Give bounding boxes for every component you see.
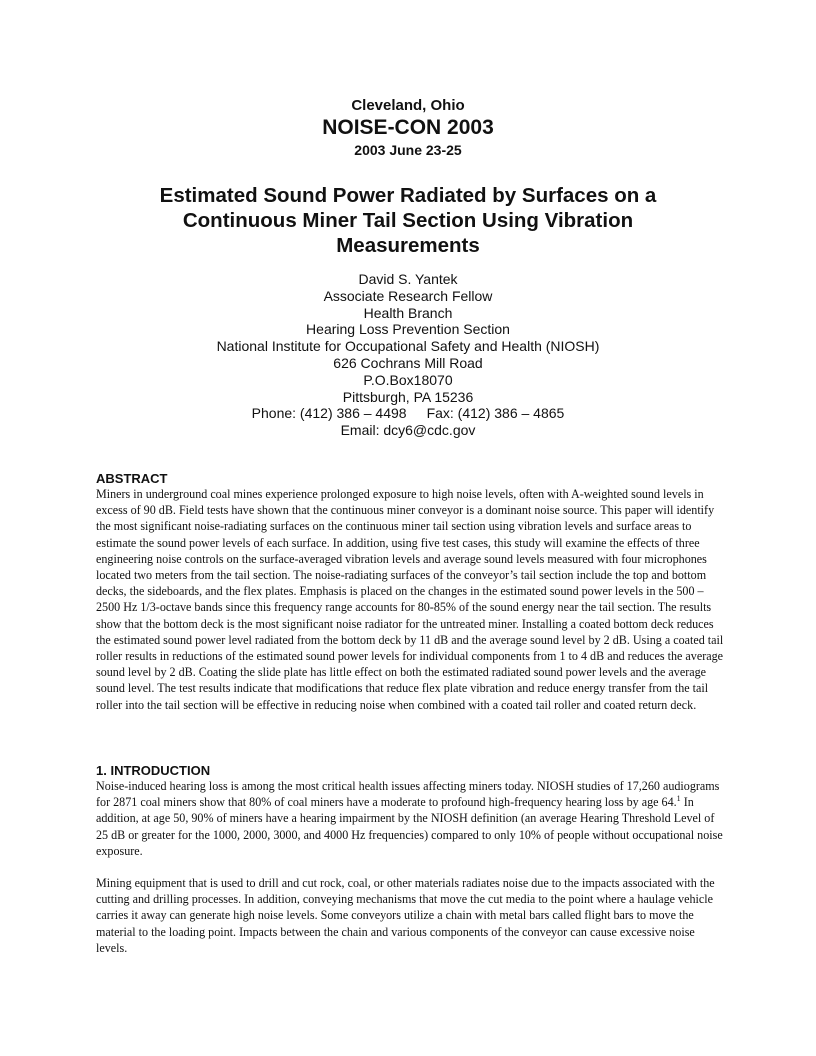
abstract-text: Miners in underground coal mines experience prolonged exposure to high noise levels, often with A-weighted sound levels in excess of 90 dB. Field tests have shown that the continuous miner conveyor is a dominant noise source. This paper will identify the most significant noise-radiating surfaces on the continuous miner tail section using vibration levels and surface areas to estimate the sound power levels of each surface. In addition, using five test cases, this study will examine the effects of three engineering noise controls on the surface-averaged vibration levels and average sound levels measured with four microphones located two meters from the tail section. The noise-radiating surfaces of the conveyor’s tail section include the top and bottom decks, the sideboards, and the flex plates. Emphasis is placed on the changes in the estimated sound power levels in the 500 – 2500 Hz 1/3-octave bands since this frequency range accounts for 80-85% of the sound energy near the tail section. The results show that the bottom deck is the most significant noise radiator for the untreated miner. Installing a coated bottom deck reduces the estimated sound power level radiated from the bottom deck by 11 dB and the average sound level by 2 dB. Using a coated tail roller results in reductions of the estimated sound power levels for individual components from 1 to 4 dB and reduces the average sound level by 2 dB. Coating the slide plate has little effect on both the estimated radiated sound power levels and the average sound level. The test results indicate that modifications that reduce flex plate vibration and reduce energy transfer from the tail roller into the tail section will be effective in reducing noise when combined with a coated tail roller and coated return deck. — [96, 487, 724, 712]
author-section: Hearing Loss Prevention Section — [306, 321, 510, 338]
intro-p1-text: Noise-induced hearing loss is among the most critical health issues affecting miners today. NIOSH studies of 17,260 audiograms for 2871 coal miners show that 80% of coal miners have a moderate to profound high-frequency hearing loss by age 64. — [96, 779, 720, 810]
author-block — [0, 271, 816, 439]
author-name: David S. Yantek — [358, 271, 458, 287]
paper-title: Estimated Sound Power Radiated by Surfaces on a Continuous Miner Tail Section Using Vibration Measurements — [159, 184, 657, 257]
introduction-paragraph-1 — [96, 778, 728, 859]
author-phone: Phone: (412) 386 – 4498 — [251, 405, 407, 422]
author-institute: National Institute for Occupational Safety and Health (NIOSH) — [216, 338, 600, 355]
author-street: 626 Cochrans Mill Road — [333, 354, 483, 371]
introduction-paragraph-2: Mining equipment that is used to drill and cut rock, coal, or other materials radiates noise due to the impacts associated with the cutting and drilling processes. In addition, conveying mechanisms that move the cut media to the point where a haulage vehicle carries it away can generate high noise levels. Some conveyors utilize a chain with metal bars called flight bars to move the material to the loading point. Impacts between the chain and various components of the conveyor can cause excessive noise levels. — [96, 876, 715, 955]
author-position: Associate Research Fellow — [323, 287, 493, 304]
author-city: Pittsburgh, PA 15236 — [342, 388, 474, 405]
abstract-heading: ABSTRACT — [96, 471, 168, 486]
author-contact-line — [0, 405, 816, 422]
author-email: Email: dcy6@cdc.gov — [340, 422, 476, 439]
author-branch: Health Branch — [363, 304, 453, 321]
conference-dates: 2003 June 23-25 — [354, 142, 462, 158]
introduction-heading: 1. INTRODUCTION — [96, 763, 211, 778]
author-fax: Fax: (412) 386 – 4865 — [426, 405, 565, 422]
conference-name: NOISE-CON 2003 — [322, 116, 494, 139]
author-po-box: P.O.Box18070 — [363, 371, 453, 388]
conference-city: Cleveland, Ohio — [351, 97, 465, 114]
intro-p1-text-continued: In addition, at age 50, 90% of miners have a hearing impairment by the NIOSH definition (an average Hearing Threshold Level of 25 dB or greater for the 1000, 2000, 3000, and 4000 Hz frequencies) compared to only 10% of people without occupational noise exposure. — [96, 795, 723, 858]
reference-marker: 1 — [676, 794, 681, 804]
